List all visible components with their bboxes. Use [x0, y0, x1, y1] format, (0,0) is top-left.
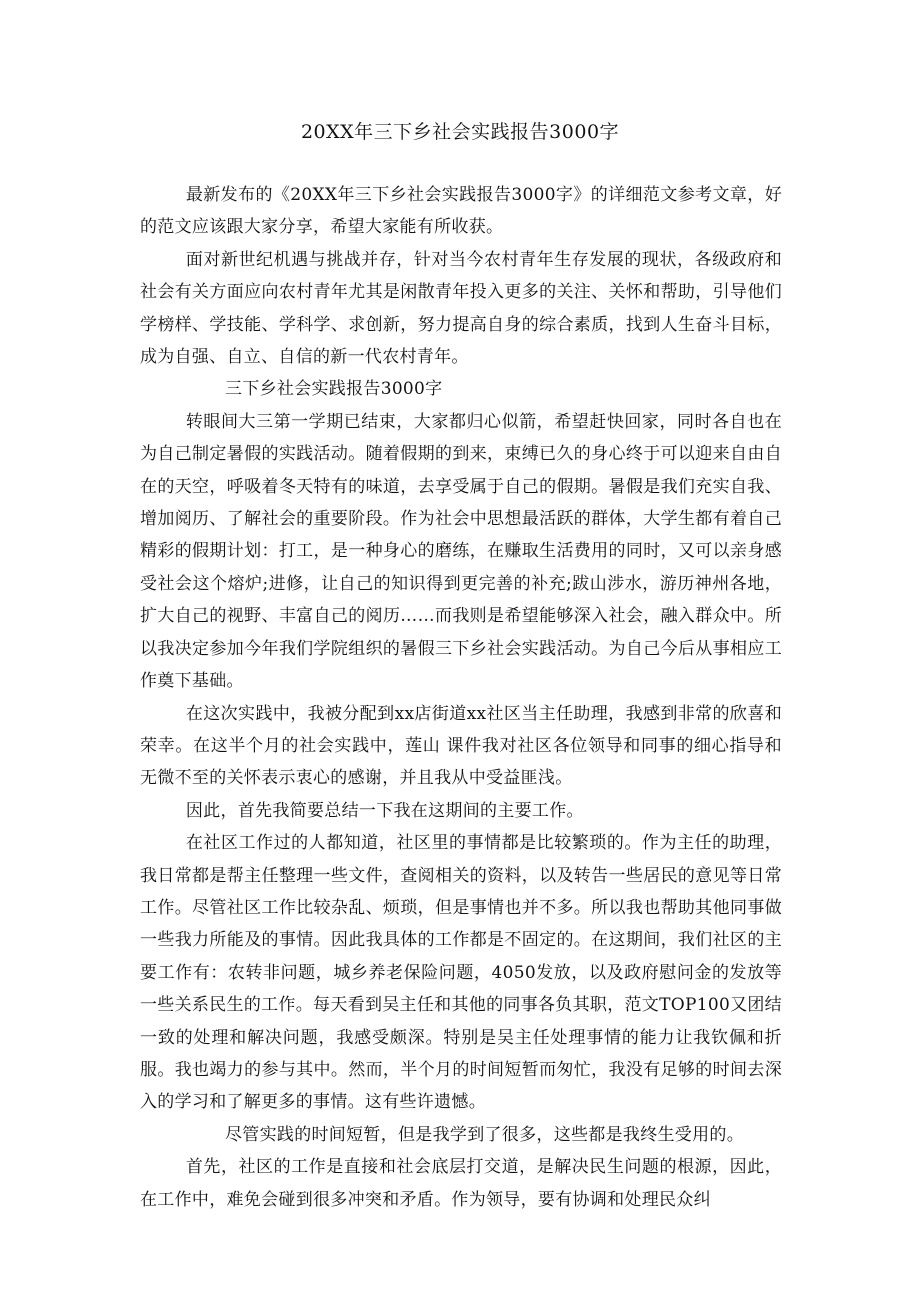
paragraph-community-work: 在社区工作过的人都知道，社区里的事情都是比较繁琐的。作为主任的助理，我日常都是帮主任整理一些文件，查阅相关的资料，以及转告一些居民的意见等日常工作。尽管社区工作比较杂乱、烦琐，但是事情也并不多。所以我也帮助其他同事做一些我力所能及的事情。因此我具体的工作都是不固定的。在这期间，我们社区的主要工作有：农转非问题，城乡养老保险问题，4050发放，以及政府慰问金的发放等一些关系民生的工作。每天看到吴主任和其他的同事各负其职，范文TOP100又团结一致的处理和解决问题，我感受颇深。特别是吴主任处理事情的能力让我钦佩和折服。我也竭力的参与其中。然而，半个月的时间短暂而匆忙，我没有足够的时间去深入的学习和了解更多的事情。这有些许遗憾。	[140, 833, 782, 1113]
paragraph-background: 面对新世纪机遇与挑战并存，针对当今农村青年生存发展的现状，各级政府和社会有关方面应向农村青年尤其是闲散青年投入更多的关注、关怀和帮助，引导他们学榜样、学技能、学科学、求创新，努力提高自身的综合素质，找到人生奋斗目标，成为自强、自立、自信的新一代农村青年。	[140, 249, 782, 368]
paragraph-assignment: 在这次实践中，我被分配到xx店街道xx社区当主任助理，我感到非常的欣喜和荣幸。在这半个月的社会实践中，莲山 课件我对社区各位领导和同事的细心指导和无微不至的关怀表示衷心的感谢，并且我从中受益匪浅。	[140, 703, 782, 789]
paragraph-summary-intro: 因此，首先我简要总结一下我在这期间的主要工作。	[185, 800, 584, 821]
paragraph-first-point: 首先，社区的工作是直接和社会底层打交道，是解决民生问题的根源，因此，在工作中，难免会碰到很多冲突和矛盾。作为领导，要有协调和处理民众纠	[140, 1157, 782, 1210]
section-heading: 三下乡社会实践报告3000字	[225, 379, 443, 400]
paragraph-learned: 尽管实践的时间短暂，但是我学到了很多，这些都是我终生受用的。	[225, 1124, 744, 1145]
paragraph-intro: 最新发布的《20XX年三下乡社会实践报告3000字》的详细范文参考文章，好的范文应该跟大家分享，希望大家能有所收获。	[140, 185, 782, 238]
document-body	[140, 179, 782, 1216]
paragraph-summer-plan: 转眼间大三第一学期已结束，大家都归心似箭，希望赶快回家，同时各自也在为自己制定暑假的实践活动。随着假期的到来，束缚已久的身心终于可以迎来自由自在的天空，呼吸着冬天特有的味道，去享受属于自己的假期。暑假是我们充实自我、增加阅历、了解社会的重要阶段。作为社会中思想最活跃的群体，大学生都有着自己精彩的假期计划：打工，是一种身心的磨练，在赚取生活费用的同时，又可以亲身感受社会这个熔炉;进修，让自己的知识得到更完善的补充;跋山涉水，游历神州各地，扩大自己的视野、丰富自己的阅历……而我则是希望能够深入社会，融入群众中。所以我决定参加今年我们学院组织的暑假三下乡社会实践活动。为自己今后从事相应工作奠下基础。	[140, 411, 782, 692]
document-title: 20XX年三下乡社会实践报告3000字	[300, 121, 620, 143]
